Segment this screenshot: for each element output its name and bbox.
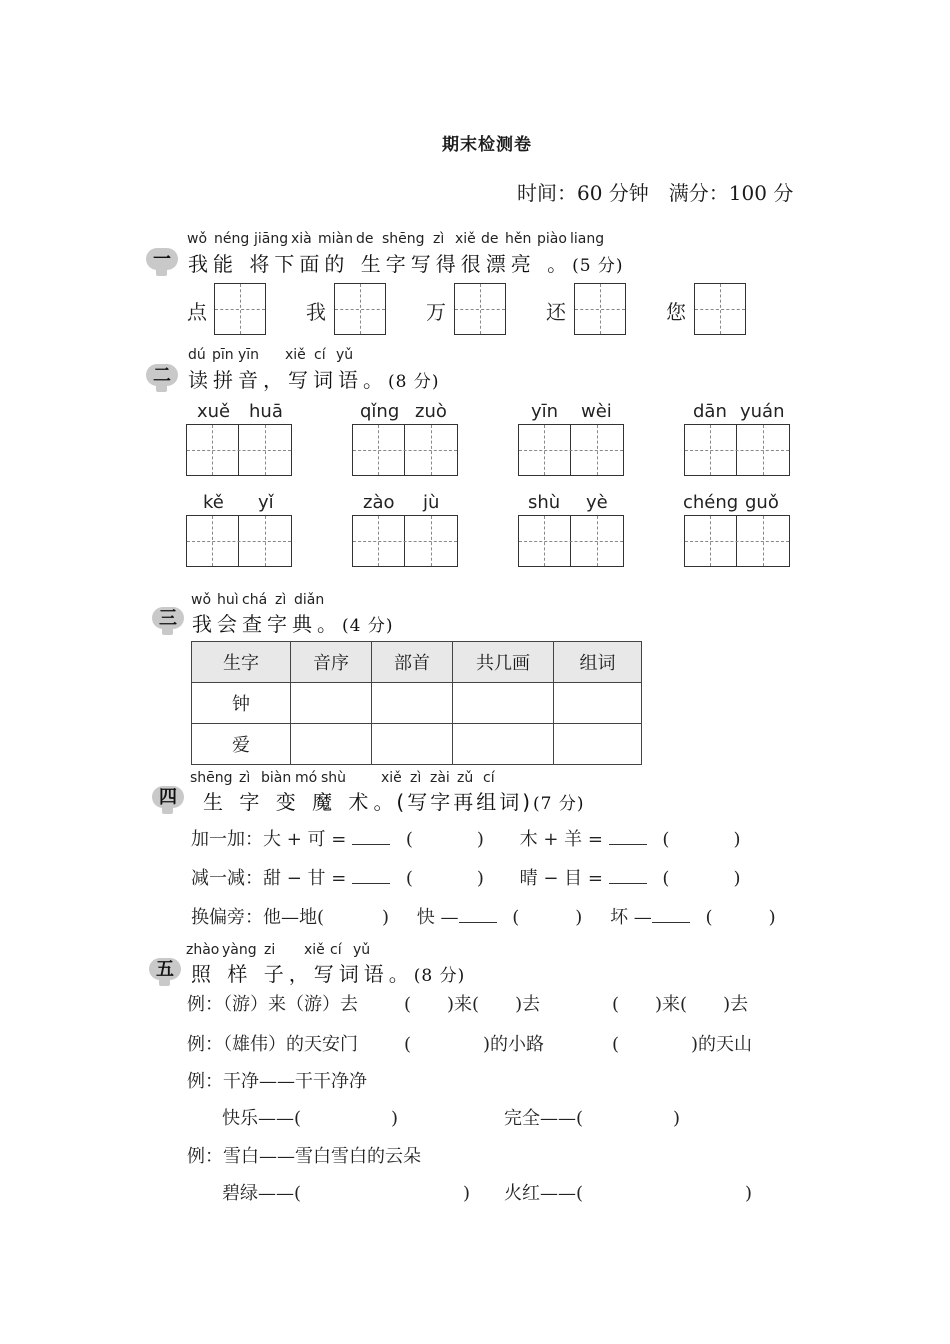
answer-cell[interactable] <box>554 724 642 765</box>
table-cell-char: 钟 <box>192 683 291 724</box>
pinyin: chá <box>242 592 268 608</box>
pinyin: shēng <box>190 770 233 786</box>
pinyin: xiě <box>304 942 325 958</box>
pinyin: chéng <box>683 492 739 513</box>
answer-blank[interactable] <box>609 826 647 845</box>
table-header: 生字 <box>192 642 291 683</box>
s5-example-1: 例：（游）来（游）去 <box>187 994 358 1015</box>
section-badge-3: 三 <box>152 607 184 633</box>
pinyin: kě <box>203 492 224 513</box>
pinyin: néng <box>214 231 250 247</box>
pinyin: shēng <box>382 231 425 247</box>
table-row <box>192 683 642 724</box>
answer-cell[interactable] <box>291 683 372 724</box>
s1-char: 点 <box>187 300 207 324</box>
pinyin: diǎn <box>294 592 325 608</box>
pinyin: cí <box>330 942 342 958</box>
pinyin: yuán <box>740 401 785 422</box>
s4-title: 生 字 变 魔 术。(写字再组词)(7 分) <box>203 790 585 814</box>
pinyin: xiě <box>285 347 306 363</box>
table-header: 共几画 <box>453 642 554 683</box>
table-row <box>192 724 642 765</box>
answer-cell[interactable] <box>372 724 453 765</box>
s5-answer[interactable]: ( )来( )去 <box>404 994 541 1015</box>
s5-example-2: 例：（雄伟）的天安门 <box>187 1034 358 1055</box>
pinyin: wǒ <box>187 231 208 247</box>
s5-example-4: 例：雪白——雪白雪白的云朵 <box>187 1146 421 1167</box>
s1-char: 万 <box>426 300 446 324</box>
pinyin: liang <box>570 231 605 247</box>
table-header: 音序 <box>291 642 372 683</box>
writing-grid[interactable] <box>574 283 626 335</box>
pinyin: yè <box>586 492 608 513</box>
pinyin: zuò <box>415 401 447 422</box>
answer-blank[interactable] <box>459 904 497 923</box>
section-badge-1: 一 <box>146 248 178 274</box>
s4-line-radical: 换偏旁：他—地( ) 快 — ( ) 坏 — ( ) <box>191 903 776 929</box>
pinyin: yīn <box>238 347 260 363</box>
pinyin: zì <box>275 592 287 608</box>
pinyin: yǔ <box>336 347 354 363</box>
s1-title: 我能 将下面的 生字写得很漂亮 。(5 分) <box>188 252 624 276</box>
pinyin: cí <box>314 347 326 363</box>
pinyin: shù <box>528 492 561 513</box>
pinyin: zǔ <box>457 770 474 786</box>
answer-cell[interactable] <box>291 724 372 765</box>
pinyin: wǒ <box>191 592 212 608</box>
pinyin: jiāng <box>254 231 289 247</box>
dictionary-table <box>191 641 642 765</box>
pinyin: yīn <box>531 401 559 422</box>
writing-grid[interactable] <box>694 283 746 335</box>
table-header: 部首 <box>372 642 453 683</box>
pinyin: cí <box>483 770 495 786</box>
pinyin: zào <box>363 492 395 513</box>
s3-points: (4 分) <box>342 616 394 636</box>
pinyin: zi <box>264 942 276 958</box>
answer-blank[interactable] <box>652 904 690 923</box>
writing-grid-pair[interactable] <box>352 424 458 476</box>
writing-grid-pair[interactable] <box>518 515 624 567</box>
pinyin: dān <box>693 401 727 422</box>
writing-grid-pair[interactable] <box>684 424 790 476</box>
pinyin: zhào <box>186 942 220 958</box>
section-badge-4: 四 <box>152 786 184 812</box>
writing-grid[interactable] <box>454 283 506 335</box>
answer-cell[interactable] <box>554 683 642 724</box>
pinyin: biàn <box>261 770 292 786</box>
pinyin: jù <box>423 492 440 513</box>
answer-blank[interactable] <box>352 865 390 884</box>
pinyin: mó <box>295 770 318 786</box>
pinyin: xiě <box>381 770 402 786</box>
pinyin: de <box>356 231 374 247</box>
s5-answer[interactable]: ( )的小路 <box>404 1034 545 1055</box>
pinyin: zì <box>239 770 251 786</box>
page-title: 期末检测卷 <box>442 135 532 155</box>
pinyin: yǔ <box>353 942 371 958</box>
pinyin: huì <box>217 592 239 608</box>
pinyin: shù <box>321 770 347 786</box>
exam-meta: 时间：60 分钟 满分：100 分 <box>517 181 794 205</box>
s4-points: (7 分) <box>533 794 585 814</box>
writing-grid-pair[interactable] <box>186 515 292 567</box>
answer-cell[interactable] <box>453 724 554 765</box>
pinyin: hěn <box>505 231 532 247</box>
s5-example-3: 例：干净——干干净净 <box>187 1071 367 1092</box>
pinyin: miàn <box>318 231 353 247</box>
answer-blank[interactable] <box>352 826 390 845</box>
s1-char: 我 <box>306 300 326 324</box>
s4-line-add: 加一加：大 + 可 = ( ) 木 + 羊 = ( ) <box>191 825 740 851</box>
writing-grid-pair[interactable] <box>352 515 458 567</box>
s5-answer[interactable]: 火红——( ) <box>504 1183 753 1204</box>
section-badge-2: 二 <box>146 364 178 390</box>
table-header: 组词 <box>554 642 642 683</box>
section-badge-5: 五 <box>149 958 181 984</box>
s1-char: 您 <box>666 300 686 324</box>
table-cell-char: 爱 <box>192 724 291 765</box>
pinyin: xiě <box>455 231 476 247</box>
answer-cell[interactable] <box>453 683 554 724</box>
s5-answer[interactable]: ( )的天山 <box>612 1034 753 1055</box>
writing-grid-pair[interactable] <box>186 424 292 476</box>
pinyin: dú <box>188 347 206 363</box>
s1-char: 还 <box>546 300 566 324</box>
pinyin: yǐ <box>258 492 274 513</box>
s4-line-sub: 减一减：甜 − 甘 = ( ) 晴 − 目 = ( ) <box>191 864 740 890</box>
answer-cell[interactable] <box>372 683 453 724</box>
pinyin: xià <box>291 231 312 247</box>
s3-title: 我会查字典。(4 分) <box>192 612 394 636</box>
pinyin: piào <box>537 231 567 247</box>
pinyin: wèi <box>581 401 612 422</box>
pinyin: zì <box>433 231 445 247</box>
pinyin: huā <box>249 401 283 422</box>
pinyin: guǒ <box>745 492 779 513</box>
pinyin: zì <box>410 770 422 786</box>
pinyin: de <box>481 231 499 247</box>
s5-title: 照 样 子，写词语。(8 分) <box>191 962 466 986</box>
s1-points: (5 分) <box>572 256 624 276</box>
s5-answer[interactable]: 完全——( ) <box>504 1108 681 1129</box>
table-header-row <box>192 642 642 683</box>
pinyin: xuě <box>197 401 231 422</box>
writing-grid-pair[interactable] <box>684 515 790 567</box>
s5-answer[interactable]: ( )来( )去 <box>612 994 749 1015</box>
pinyin: pīn <box>212 347 234 363</box>
s2-title: 读拼音，写词语。(8 分) <box>188 368 440 392</box>
pinyin: qǐng <box>360 401 400 422</box>
answer-blank[interactable] <box>609 865 647 884</box>
s5-answer[interactable]: 快乐——( ) <box>222 1108 399 1129</box>
s2-points: (8 分) <box>388 372 440 392</box>
writing-grid-pair[interactable] <box>518 424 624 476</box>
s5-answer[interactable]: 碧绿——( ) <box>222 1183 471 1204</box>
writing-grid[interactable] <box>214 283 266 335</box>
s5-points: (8 分) <box>413 966 466 986</box>
writing-grid[interactable] <box>334 283 386 335</box>
pinyin: yàng <box>222 942 257 958</box>
pinyin: zài <box>430 770 450 786</box>
